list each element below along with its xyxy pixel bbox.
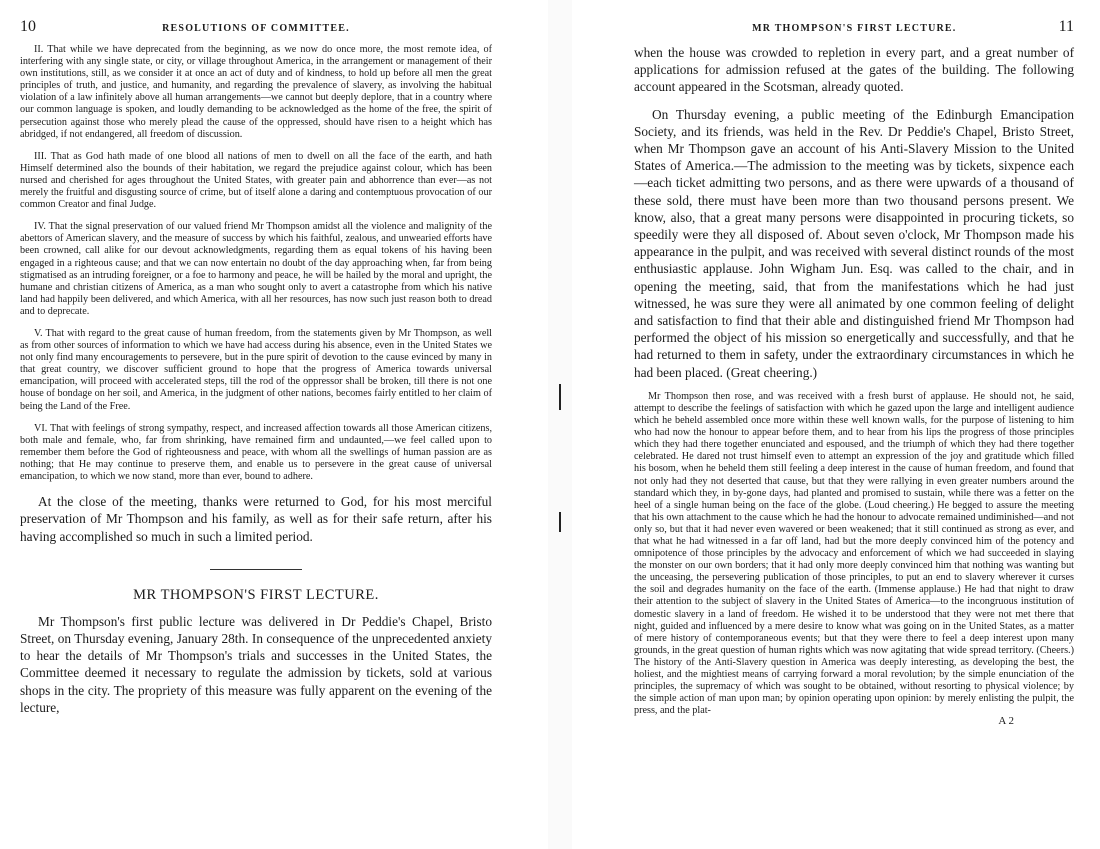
left-running-head: RESOLUTIONS OF COMMITTEE.: [162, 23, 350, 34]
left-page-number: 10: [20, 18, 36, 35]
resolution-6: VI. That with feelings of strong sympathy, respect, and increased affection towards all those American citizens, both male and female, who, far from shrinking, have remained firm and undaunted,—we feel called upon to remember them before the God of righteousness and peace, with whom all the swellings of human passion are as nothing; that He may continue to preserve them, and enable us to persevere in the great cause of universal emancipation, to which we now stand, more than ever, bound to adhere.: [20, 422, 492, 482]
left-page: [0, 0, 548, 849]
continuation-paragraph: when the house was crowded to repletion in every part, and a great number of applications for admission refused at the gates of the building. The following account appeared in the Scotsman, already quoted.: [634, 45, 1074, 95]
closing-paragraph: At the close of the meeting, thanks were returned to God, for his most merciful preservation of Mr Thompson and his family, as well as for their safe return, after his having accomplished so much in such a limited period.: [20, 494, 492, 544]
signature-mark: A 2: [998, 715, 1014, 728]
resolution-2: II. That while we have deprecated from the beginning, as we now do once more, the most remote idea, of interfering with any single state, or city, or village throughout America, in the arrangement or management of their own institutions, still, as we consider it at once an act of duty and of kindness, to hold up before all men the great principles of truth, and justice, and humanity, and regarding the prevalence of slavery, as involving the habitual violation of a law infinitely above all human arrangements—we cannot but deeply deplore, that in a country where our common language is spoken, and loudly demanding to be acknowledged as the home of the free, the spirit of persecution against those who merely plead the cause of the oppressed, should have risen to a height which has abridged, if not endangered, all freedom of discussion.: [20, 44, 492, 140]
thompson-speech: Mr Thompson then rose, and was received with a fresh burst of applause. He should not, he said, attempt to describe the feelings of satisfaction with which he gazed upon the large and intelligent audience which he beheld assembled once more within these well known walls, for the purpose of listening to him who had now the honour to appear before them, and to hear from his lips the progress of those principles which they had there together enunciated and espoused, and the triumph of which they had there together celebrated. He dared not trust himself even to attempt an expression of the joy and gratitude which filled his bosom, when he beheld them still feeling a deep interest in the cause of human freedom, and found that not only had they not deserted that cause, but that they were rallying in even greater numbers around the standard which they, in by-gone days, had planted and promised to sustain, while there was a fetter on the heel of a single human being on the face of the globe. (Loud cheering.) He begged to assure the meeting that his own attachment to the cause which he had the honour to advocate remained undiminished—and not only so, but that it had never even wavered or been weakened; that it still continued as strong as ever, and that what he had witnessed in a far off land, had but the more deeply convinced him of the potency and omnipotence of those principles by the advocacy and enforcement of which we had succeeded in slaying the monster on our own borders; that it had only more deeply convinced him that nothing was wanting but the unceasing, the persevering publication of those principles, to put an end to slavery wherever it curses the soil and degrades humanity on the face of the earth. (Immense applause.) He had that night to draw their attention to the subject of slavery in the United States of America—to the incongruous institution of domestic slavery in a land of freedom. He wished it to be understood that they were not met there that night, guided and influenced by a mere desire to know what was going on in the United States, as a matter of mere history of contemporaneous events; but that they were there to feel a deep interest upon many grounds, in the great question of human rights which was now agitating that wide spread territory. (Cheers.) The history of the Anti-Slavery question in America was deeply interesting, as developing the best, the holiest, and the mightiest means of carrying forward a moral revolution; by the simple enunciation of the principles, the supremacy of which was sought to be obtained, without resorting to physical violence; by the simple action of man upon man; by opinion operating upon opinion: by merely enlisting the pulpit, the press, and the plat-: [634, 390, 1074, 717]
book-gutter: [548, 0, 572, 849]
right-page: [572, 0, 1100, 849]
right-page-number: 11: [1058, 18, 1074, 35]
section-divider: [210, 569, 302, 570]
resolution-4: IV. That the signal preservation of our valued friend Mr Thompson amidst all the violence and malignity of the abettors of American slavery, and the measure of success by which his faithful, zealous, and unwearied efforts have been crowned, call alike for our devout acknowledgments, regarding them as equal tokens of his having been engaged in a righteous cause; and that we can now entertain no doubt of the day approaching when, far from being stigmatised as an intruding foreigner, or a foe to harmony and peace, he will be hailed by the moral and upright, the humane and christian citizens of America, as a man who sought only to avert a catastrophe from which his native land had happily been delivered, and which America, with all her resources, has now such just reason both to dread and to deprecate.: [20, 221, 492, 317]
lecture-intro: Mr Thompson's first public lecture was delivered in Dr Peddie's Chapel, Bristo Street, on Thursday evening, January 28th. In consequence of the unprecedented anxiety to hear the details of Mr Thompson's trials and successes in the United States, the Committee deemed it necessary to regulate the admission by tickets, sold at various shops in the city. The propriety of this measure was fully apparent on the evening of the lecture,: [20, 613, 492, 715]
gutter-binding-mark: [559, 384, 561, 410]
resolution-5: V. That with regard to the great cause of human freedom, from the statements given by Mr Thompson, as well as from other sources of information to which we have had access during his absence, even in the United States we not only find many encouragements to persevere, but in the pure spirit of devotion to the cause evinced by many in that great country, we discover sufficient ground to hope that the progress of America towards universal emancipation, will proceed with accelerated steps, till the rod of the oppressor shall be broken, till there is not one house of bondage on her soil, and America, in the judgment of other nations, becomes fairly entitled to her claim of being the Land of the Free.: [20, 327, 492, 412]
gutter-binding-mark: [559, 512, 561, 532]
right-page-header: [634, 18, 1074, 36]
section-title: MR THOMPSON'S FIRST LECTURE.: [133, 586, 379, 603]
scotsman-account: On Thursday evening, a public meeting of the Edinburgh Emancipation Society, and its friends, was held in the Rev. Dr Peddie's Chapel, Bristo Street, when Mr Thompson gave an account of his Anti-Slavery Mission to the United States of America.—The admission to the meeting was by tickets, sixpence each—each ticket admitting two persons, and as there were upwards of a thousand of these sold, there must have been more than two thousand persons present. We know, also, that a great many persons were disappointed in procuring tickets, so speedily were they all disposed of. About seven o'clock, Mr Thompson made his appearance in the pulpit, and was received with several distinct rounds of the most enthusiastic applause. John Wigham Jun. Esq. was called to the chair, and in opening the meeting, said, that from the manifestations which he had just witnessed, he was sure they were all animated by one common feeling of delight and satisfaction to find that their able and distinguished friend Mr Thompson had performed the object of his mission so energetically and successfully, and that he had returned to them in safety, under the extraordinary circumstances in which he had been placed. (Great cheering.): [634, 106, 1074, 380]
left-page-header: [20, 18, 492, 36]
right-running-head: MR THOMPSON'S FIRST LECTURE.: [752, 23, 957, 34]
resolution-3: III. That as God hath made of one blood all nations of men to dwell on all the face of the earth, and hath Himself determined also the bounds of their habitation, we regard the prejudice against colour, which has been nursed and cherished for ages throughout the United States, with greater pain and abhorrence than ever—as not merely the fruitful and disgusting source of crime, but of itself alone a daring and contemptuous provocation of our common Creator and final Judge.: [20, 150, 492, 211]
